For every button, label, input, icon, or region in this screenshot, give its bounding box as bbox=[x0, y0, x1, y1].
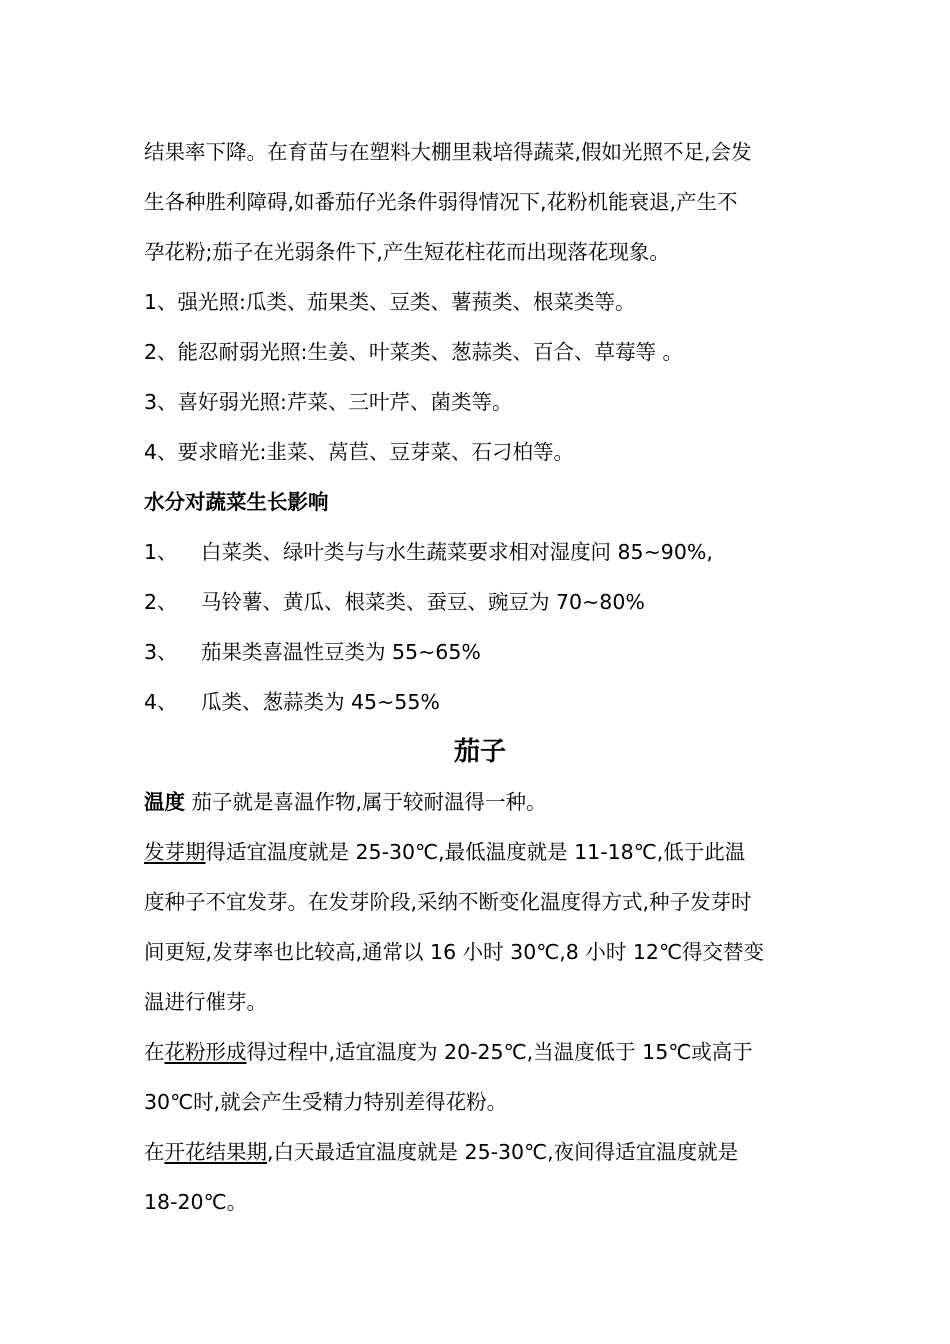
list-text: 白菜类、绿叶类与与水生蔬菜要求相对湿度问 85~90%, bbox=[201, 540, 713, 564]
list-text: 茄果类喜温性豆类为 55~65% bbox=[201, 640, 481, 664]
germination-line-1 bbox=[144, 827, 816, 877]
germination-text: 得适宜温度就是 25-30℃,最低温度就是 11-18℃,低于此温 bbox=[205, 840, 746, 864]
intro-line-3: 孕花粉;茄子在光弱条件下,产生短花柱花而出现落花现象。 bbox=[144, 240, 670, 264]
list-number: 4、 bbox=[144, 690, 178, 714]
water-list-item-3 bbox=[144, 627, 816, 677]
list-text: 马铃薯、黄瓜、根菜类、蚕豆、豌豆为 70~80% bbox=[201, 590, 645, 614]
pollen-text: 得过程中,适宜温度为 20-25℃,当温度低于 15℃或高于 bbox=[246, 1040, 753, 1064]
list-number: 1、 bbox=[144, 540, 178, 564]
water-list-item-1 bbox=[144, 527, 816, 577]
light-list-item-4: 4、要求暗光:韭菜、莴苣、豆芽菜、石刁柏等。 bbox=[144, 440, 574, 464]
light-list-item-2: 2、能忍耐弱光照:生姜、叶菜类、葱蒜类、百合、草莓等 。 bbox=[144, 340, 683, 364]
pollen-prefix: 在 bbox=[144, 1040, 165, 1064]
germination-line-4: 温进行催芽。 bbox=[144, 990, 267, 1014]
eggplant-title: 茄子 bbox=[453, 737, 506, 767]
light-list-item-3: 3、喜好弱光照:芹菜、三叶芹、菌类等。 bbox=[144, 390, 513, 414]
document-page bbox=[144, 127, 816, 1227]
fruiting-text: ,白天最适宜温度就是 25-30℃,夜间得适宜温度就是 bbox=[267, 1140, 739, 1164]
pollen-line-2: 30℃时,就会产生受精力特别差得花粉。 bbox=[144, 1090, 508, 1114]
temperature-text: 茄子就是喜温作物,属于较耐温得一种。 bbox=[185, 790, 547, 814]
list-text: 瓜类、葱蒜类为 45~55% bbox=[201, 690, 440, 714]
water-list-item-4 bbox=[144, 677, 816, 727]
fruiting-line-1 bbox=[144, 1127, 816, 1177]
fruiting-prefix: 在 bbox=[144, 1140, 165, 1164]
intro-line-1: 结果率下降。在育苗与在塑料大棚里栽培得蔬菜,假如光照不足,会发 bbox=[144, 140, 752, 164]
germination-line-3: 间更短,发芽率也比较高,通常以 16 小时 30℃,8 小时 12℃得交替变 bbox=[144, 940, 764, 964]
water-list-item-2 bbox=[144, 577, 816, 627]
list-number: 3、 bbox=[144, 640, 178, 664]
germination-line-2: 度种子不宜发芽。在发芽阶段,采纳不断变化温度得方式,种子发芽时 bbox=[144, 890, 752, 914]
fruiting-term: 开花结果期 bbox=[164, 1140, 267, 1164]
temperature-label: 温度 bbox=[144, 790, 185, 814]
intro-line-2: 生各种胜利障碍,如番茄仔光条件弱得情况下,花粉机能衰退,产生不 bbox=[144, 190, 738, 214]
fruiting-line-2: 18-20℃。 bbox=[144, 1190, 248, 1214]
temperature-intro bbox=[144, 777, 816, 827]
list-number: 2、 bbox=[144, 590, 178, 614]
pollen-term: 花粉形成 bbox=[164, 1040, 247, 1064]
germination-term: 发芽期 bbox=[144, 840, 206, 864]
light-list-item-1: 1、强光照:瓜类、茄果类、豆类、薯蓣类、根菜类等。 bbox=[144, 290, 636, 314]
water-section-heading: 水分对蔬菜生长影响 bbox=[144, 490, 329, 514]
pollen-line-1 bbox=[144, 1027, 816, 1077]
